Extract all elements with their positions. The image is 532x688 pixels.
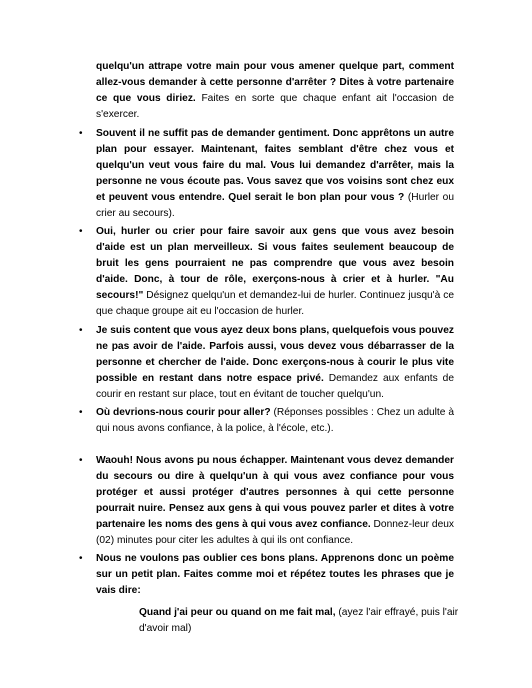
bullet-4-normal-text: (Réponses possibles : Chez un adulte à qui nous avons confiance, à la police, à l'école, etc.). [96, 407, 454, 434]
bullet-paragraph-4 [96, 405, 454, 437]
intro-paragraph [96, 59, 454, 123]
bullet-4-bold-text: Où devrions-nous courir pour aller? [96, 407, 271, 418]
bullet-marker: • [79, 407, 83, 418]
bullet-paragraph-2 [96, 224, 454, 320]
intro-bold-text: quelqu'un attrape votre main pour vous amener quelque part, comment allez-vous demander à cette personne d'arrêter ? Dites à votre partenaire ce que vous diriez. [96, 61, 454, 104]
poem-bold-text: Quand j'ai peur ou quand on me fait mal, [139, 607, 336, 618]
bullet-marker: • [79, 226, 83, 237]
intro-normal-text: Faites en sorte que chaque enfant ait l'occasion de s'exercer. [96, 93, 454, 120]
bullet-paragraph-3 [96, 323, 454, 403]
bullet-paragraph-1 [96, 126, 454, 222]
bullet-marker: • [79, 325, 83, 336]
bullet-3-bold-text: Je suis content que vous ayez deux bons plans, quelquefois vous pouvez ne pas avoir de l'aide. Parfois aussi, vous devez vous débarrasser de la personne et chercher de l'aide. Donc exerçons-nous à courir le plus vite possible en restant dans notre espace privé. [96, 325, 454, 384]
bullet-marker: • [79, 455, 83, 466]
bullet-marker: • [79, 128, 83, 139]
bullet-5-bold-text: Waouh! Nous avons pu nous échapper. Maintenant vous devez demander du secours ou dire à quelqu'un à qui vous avez confiance pour vous protéger et aussi protéger d'autres personnes à qui cette personne pourrait nuire. Pensez aux gens à qui vous pouvez parler et dites à votre partenaire les noms des gens à qui vous avez confiance. [96, 455, 454, 530]
bullet-5-normal-text: Donnez-leur deux (02) minutes pour citer les adultes à qui ils ont confiance. [96, 519, 454, 546]
bullet-6-bold-text: Nous ne voulons pas oublier ces bons plans. Apprenons donc un poème sur un petit plan. Faites comme moi et répétez toutes les phrases que je vais dire: [96, 553, 454, 596]
bullet-1-bold-text: Souvent il ne suffit pas de demander gentiment. Donc apprêtons un autre plan pour essayer. Maintenant, faites semblant d'être chez vous et quelqu'un veut vous faire du mal. Vous lui demandez d'arrêter, mais la personne ne vous écoute pas. Vous savez que vos voisins sont chez eux et peuvent vous entendre. Quel serait le bon plan pour vous ? [96, 128, 454, 203]
bullet-marker: • [79, 553, 83, 564]
bullet-paragraph-6 [96, 551, 454, 599]
bullet-1-normal-text: (Hurler ou crier au secours). [96, 192, 455, 219]
bullet-2-bold-text: Oui, hurler ou crier pour faire savoir aux gens que vous avez besoin d'aide est un plan merveilleux. Si vous faites seulement beaucoup de bruit les gens pourraient ne pas comprendre que vous avez besoin d'aide. Donc, à tour de rôle, exerçons-nous à crier et à hurler. "Au secours!" [96, 226, 454, 301]
bullet-3-normal-text: Demandez aux enfants de courir en restant sur place, tout en évitant de toucher quelqu'un. [96, 373, 454, 400]
poem-line [139, 605, 459, 637]
poem-normal-text: (ayez l'air effrayé, puis l'air d'avoir mal) [139, 607, 459, 634]
bullet-paragraph-5 [96, 453, 454, 549]
bullet-2-normal-text: Désignez quelqu'un et demandez-lui de hurler. Continuez jusqu'à ce que chaque groupe ait eu l'occasion de hurler. [96, 290, 454, 317]
